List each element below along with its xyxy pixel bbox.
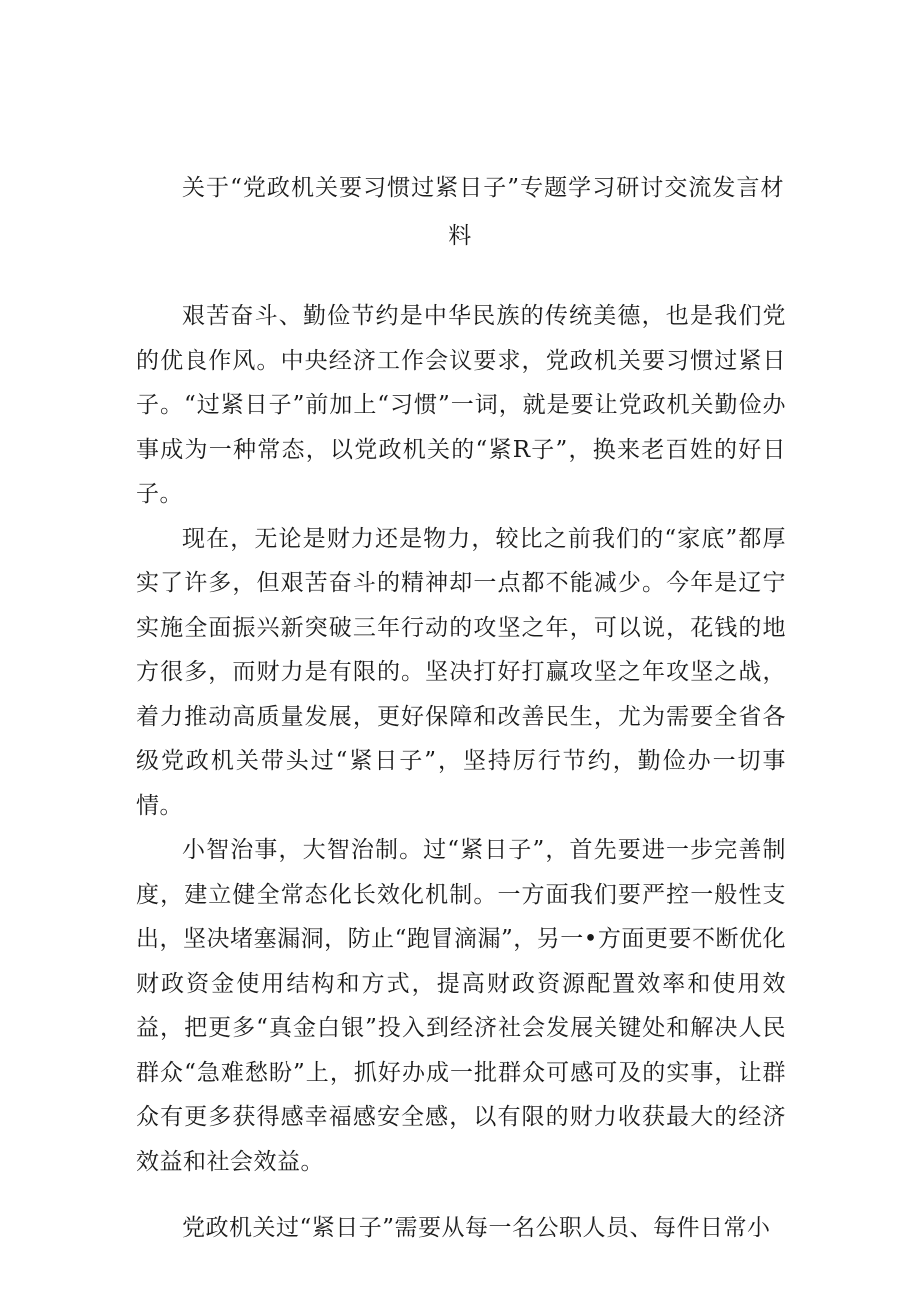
document-title: 关于“党政机关要习惯过紧日子”专题学习研讨交流发言材料 (182, 175, 784, 249)
document-body (136, 294, 786, 1251)
paragraph-4: 党政机关过“紧日子”需要从每一名公职人员、每件日常小 (182, 1215, 771, 1241)
paragraph-2: 现在，无论是财力还是物力，较比之前我们的“家底”都厚实了许多，但艰苦奋斗的精神却一点都不能减少。今年是辽宁实施全面振兴新突破三年行动的攻坚之年，可以说，花钱的地方很多，而财力是有限的。坚决打好打赢攻坚之年攻坚之战，着力推动高质量发展，更好保障和改善民生，尤为需要全省各级党政机关带头过“紧日子”，坚持厉行节约，勤俭办一切事情。 (136, 525, 786, 819)
paragraph-3: 小智治事，大智治制。过“紧日子”，首先要进一步完善制度，建立健全常态化长效化机制。一方面我们要严控一般性支出，坚决堵塞漏洞，防止“跑冒滴漏”，另一•方面更要不断优化财政资金使用结构和方式，提高财政资源配置效率和使用效益，把更多“真金白银”投入到经济社会发展关键处和解决人民群众“急难愁盼”上，抓好办成一批群众可感可及的实事，让群众有更多获得感幸福感安全感，以有限的财力收获最大的经济效益和社会效益。 (136, 837, 786, 1175)
paragraph-1: 艰苦奋斗、勤俭节约是中华民族的传统美德，也是我们党的优良作风。中央经济工作会议要求，党政机关要习惯过紧日子。“过紧日子”前加上“习惯”一词，就是要让党政机关勤俭办事成为一种常态，以党政机关的“紧R子”，换来老百姓的好日子。 (136, 303, 786, 507)
